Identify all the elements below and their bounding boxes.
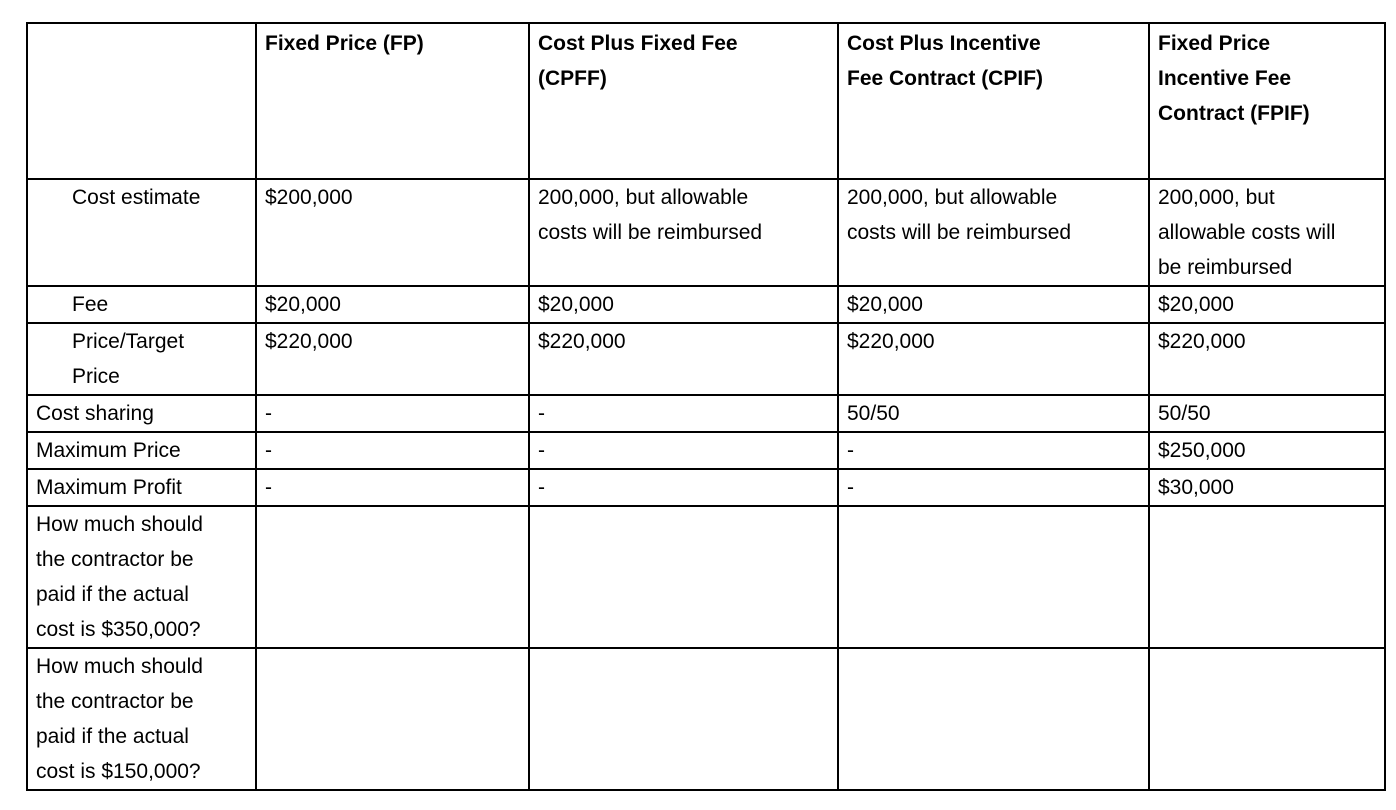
header-fp: Fixed Price (FP): [256, 23, 529, 179]
table-row-maximum-price: [27, 432, 1385, 469]
header-fpif: Fixed Price Incentive Fee Contract (FPIF): [1149, 23, 1385, 179]
table-cell: 200,000, but allowable costs will be reimbursed: [529, 179, 838, 286]
table-cell: $30,000: [1149, 469, 1385, 506]
table-cell: -: [529, 432, 838, 469]
table-cell: $20,000: [256, 286, 529, 323]
row-label: Maximum Price: [27, 432, 256, 469]
table-row-question-350k: [27, 506, 1385, 648]
table-cell: -: [256, 469, 529, 506]
table-cell: 200,000, but allowable costs will be reimbursed: [1149, 179, 1385, 286]
row-label: Fee: [27, 286, 256, 323]
table-cell: $220,000: [256, 323, 529, 395]
answer-cell-fpif: [1149, 648, 1385, 790]
table-cell: 50/50: [838, 395, 1149, 432]
row-label: Maximum Profit: [27, 469, 256, 506]
table-cell: $20,000: [838, 286, 1149, 323]
header-cpif: Cost Plus Incentive Fee Contract (CPIF): [838, 23, 1149, 179]
table-row-maximum-profit: [27, 469, 1385, 506]
table-cell: 50/50: [1149, 395, 1385, 432]
row-label: Price/Target Price: [27, 323, 256, 395]
table-cell: $200,000: [256, 179, 529, 286]
table-cell: -: [529, 395, 838, 432]
header-cpff: Cost Plus Fixed Fee (CPFF): [529, 23, 838, 179]
table-row-cost-sharing: [27, 395, 1385, 432]
answer-cell-fp: [256, 506, 529, 648]
row-label: How much should the contractor be paid if the actual cost is $350,000?: [27, 506, 256, 648]
table-cell: -: [256, 395, 529, 432]
table-row-fee: [27, 286, 1385, 323]
table-row-cost-estimate: [27, 179, 1385, 286]
table-cell: $250,000: [1149, 432, 1385, 469]
row-label: Cost sharing: [27, 395, 256, 432]
header-corner-cell: [27, 23, 256, 179]
table-cell: $20,000: [1149, 286, 1385, 323]
table-cell: $20,000: [529, 286, 838, 323]
contract-comparison-table: [26, 22, 1386, 791]
answer-cell-cpff: [529, 648, 838, 790]
table-row-question-150k: [27, 648, 1385, 790]
table-cell: -: [256, 432, 529, 469]
table-cell: $220,000: [1149, 323, 1385, 395]
row-label: How much should the contractor be paid if the actual cost is $150,000?: [27, 648, 256, 790]
table-cell: -: [838, 432, 1149, 469]
answer-cell-fpif: [1149, 506, 1385, 648]
answer-cell-cpff: [529, 506, 838, 648]
row-label: Cost estimate: [27, 179, 256, 286]
answer-cell-cpif: [838, 506, 1149, 648]
table-cell: $220,000: [838, 323, 1149, 395]
table-cell: $220,000: [529, 323, 838, 395]
table-header-row: [27, 23, 1385, 179]
table-cell: -: [529, 469, 838, 506]
table-row-price: [27, 323, 1385, 395]
table-cell: 200,000, but allowable costs will be reimbursed: [838, 179, 1149, 286]
table-cell: -: [838, 469, 1149, 506]
answer-cell-cpif: [838, 648, 1149, 790]
answer-cell-fp: [256, 648, 529, 790]
